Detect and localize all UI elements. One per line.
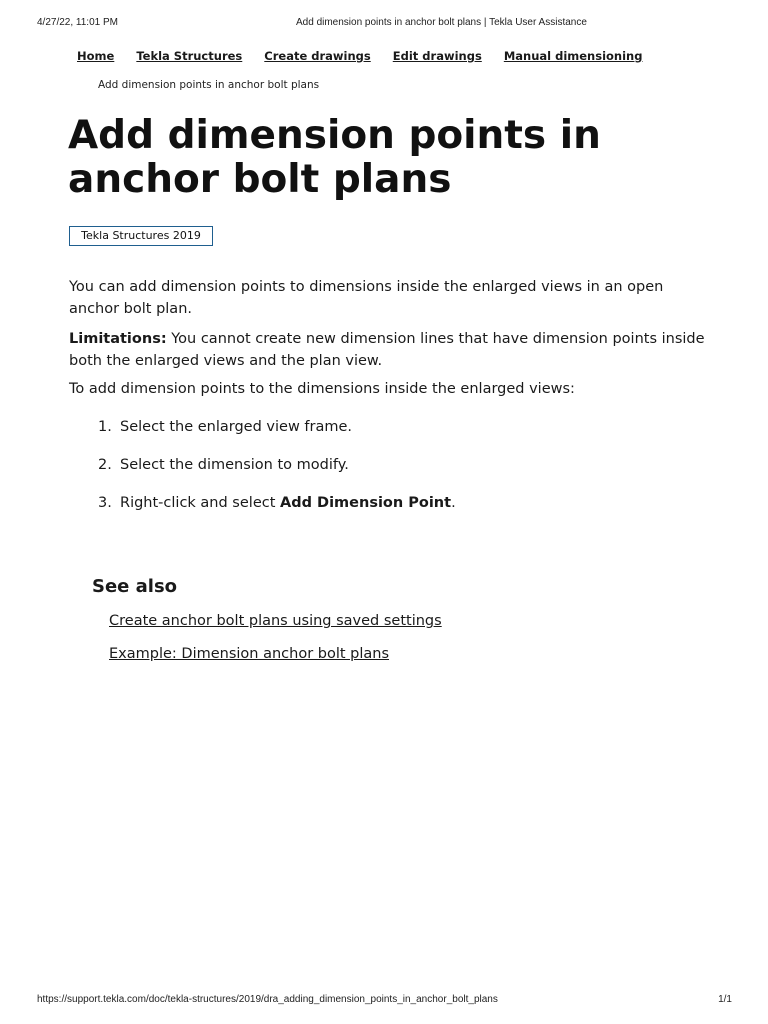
print-datetime: 4/27/22, 11:01 PM [37,17,118,28]
page-title: Add dimension points in anchor bolt plans [68,113,601,202]
breadcrumb-create-drawings[interactable]: Create drawings [264,49,371,63]
version-badge: Tekla Structures 2019 [69,226,213,246]
print-doc-title: Add dimension points in anchor bolt plans | Tekla User Assistance [296,17,587,28]
intro-paragraph: You can add dimension points to dimensions inside the enlarged views in an open anchor bolt plan. [69,279,664,317]
print-footer [0,994,768,1008]
print-header [0,17,768,31]
breadcrumb-tekla-structures[interactable]: Tekla Structures [136,49,243,63]
step-text: Right-click and select [120,495,281,511]
limitations-label: Limitations: [69,331,167,347]
step-number: 1. [98,419,112,435]
step-item [98,492,456,514]
step-item [98,454,349,476]
limitations-text: You cannot create new dimension lines that have dimension points inside both the enlarged views and the plan view. [69,331,705,369]
breadcrumb-edit-drawings[interactable]: Edit drawings [392,49,482,63]
step-number: 3. [98,495,112,511]
see-also-link-example[interactable]: Example: Dimension anchor bolt plans [109,646,390,662]
see-also-link-saved-settings[interactable]: Create anchor bolt plans using saved settings [109,613,442,629]
step-number: 2. [98,457,112,473]
steps-lead-in: To add dimension points to the dimensions inside the enlarged views: [69,381,575,397]
breadcrumb-current-page: Add dimension points in anchor bolt plans [98,79,320,91]
limitations-paragraph [69,328,709,372]
step-text-end: . [451,495,456,511]
breadcrumb-manual-dimensioning[interactable]: Manual dimensioning [503,49,643,63]
step-command: Add Dimension Point [280,495,452,511]
step-text: Select the enlarged view frame. [120,419,353,435]
step-text: Select the dimension to modify. [120,457,349,473]
print-page-number: 1/1 [718,994,732,1005]
step-item [98,416,352,438]
breadcrumb [77,49,660,63]
breadcrumb-home[interactable]: Home [77,49,115,63]
print-url: https://support.tekla.com/doc/tekla-structures/2019/dra_adding_dimension_points_in_anchor_bolt_plans [37,994,498,1005]
see-also-heading: See also [92,576,178,597]
